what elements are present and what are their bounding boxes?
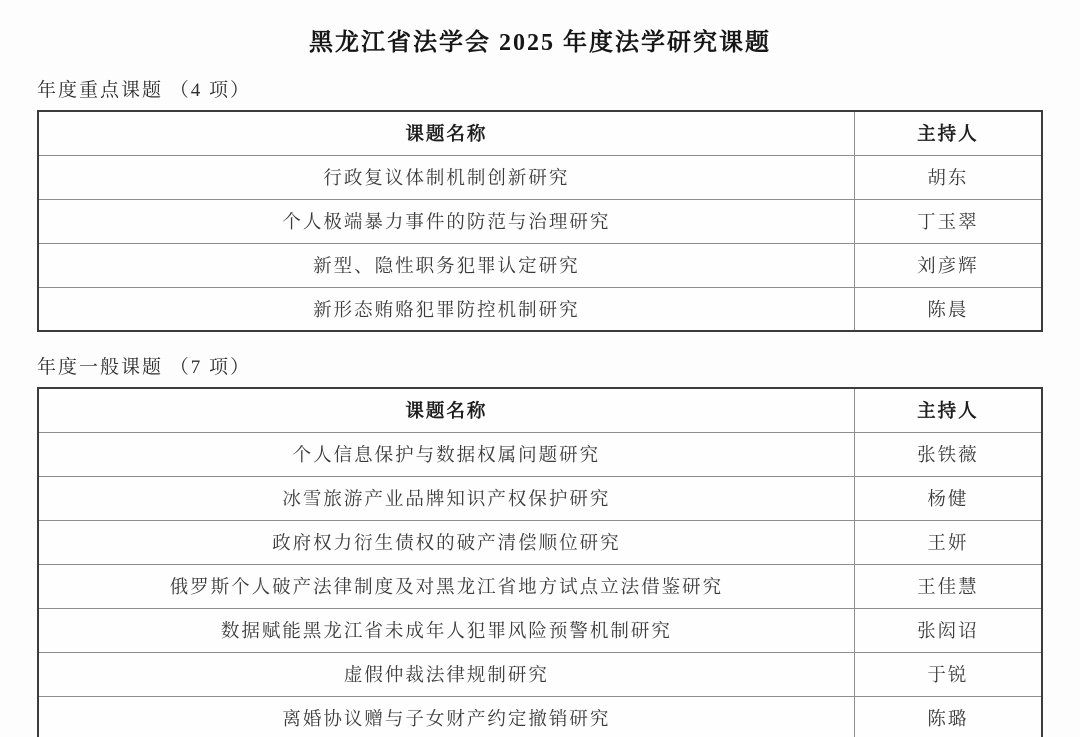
table-row (38, 652, 1042, 696)
key-topics-table (37, 110, 1043, 332)
table-row (38, 608, 1042, 652)
host-name-cell: 丁玉翠 (854, 199, 1042, 243)
section-label-general-topics: 年度一般课题 （7 项） (37, 357, 252, 378)
host-name-cell: 王佳慧 (854, 564, 1042, 608)
host-name-cell: 王妍 (854, 520, 1042, 564)
topic-name-cell: 新型、隐性职务犯罪认定研究 (38, 243, 854, 287)
table-header-row (38, 111, 1042, 155)
host-name-cell: 陈璐 (854, 696, 1042, 737)
topic-name-cell: 冰雪旅游产业品牌知识产权保护研究 (38, 476, 854, 520)
host-name-cell: 张铁薇 (854, 432, 1042, 476)
host-name-cell: 张闳诏 (854, 608, 1042, 652)
table-row (38, 432, 1042, 476)
host-name-cell: 于锐 (854, 652, 1042, 696)
table-row (38, 564, 1042, 608)
column-header-host: 主持人 (854, 388, 1042, 432)
column-header-host: 主持人 (854, 111, 1042, 155)
table-row (38, 520, 1042, 564)
topic-name-cell: 个人极端暴力事件的防范与治理研究 (38, 199, 854, 243)
host-name-cell: 陈晨 (854, 287, 1042, 331)
table-row (38, 287, 1042, 331)
table-row (38, 696, 1042, 737)
host-name-cell: 杨健 (854, 476, 1042, 520)
host-name-cell: 刘彦辉 (854, 243, 1042, 287)
topic-name-cell: 俄罗斯个人破产法律制度及对黑龙江省地方试点立法借鉴研究 (38, 564, 854, 608)
topic-name-cell: 政府权力衍生债权的破产清偿顺位研究 (38, 520, 854, 564)
table-row (38, 476, 1042, 520)
topic-name-cell: 离婚协议赠与子女财产约定撤销研究 (38, 696, 854, 737)
table-row (38, 199, 1042, 243)
page-title: 黑龙江省法学会 2025 年度法学研究课题 (309, 30, 771, 56)
topic-name-cell: 虚假仲裁法律规制研究 (38, 652, 854, 696)
table-header-row (38, 388, 1042, 432)
table-row (38, 243, 1042, 287)
table-row (38, 155, 1042, 199)
section-label-key-topics: 年度重点课题 （4 项） (37, 80, 252, 101)
topic-name-cell: 数据赋能黑龙江省未成年人犯罪风险预警机制研究 (38, 608, 854, 652)
column-header-topic-name: 课题名称 (38, 388, 854, 432)
topic-name-cell: 行政复议体制机制创新研究 (38, 155, 854, 199)
general-topics-table (37, 387, 1043, 737)
topic-name-cell: 新形态贿赂犯罪防控机制研究 (38, 287, 854, 331)
topic-name-cell: 个人信息保护与数据权属问题研究 (38, 432, 854, 476)
column-header-topic-name: 课题名称 (38, 111, 854, 155)
host-name-cell: 胡东 (854, 155, 1042, 199)
